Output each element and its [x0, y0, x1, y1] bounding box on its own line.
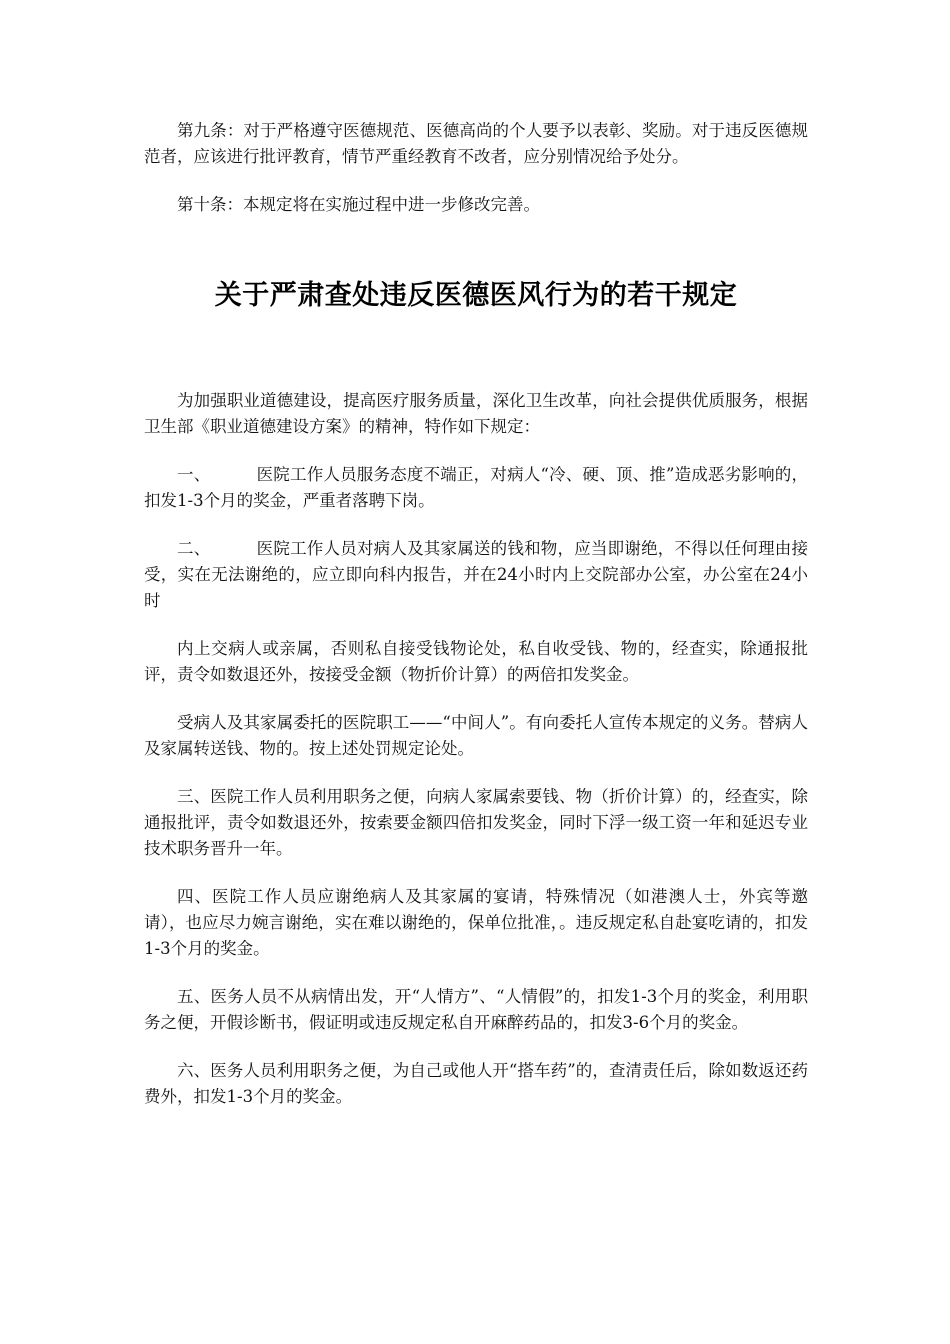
document-body: [144, 118, 808, 1132]
item-2: [144, 536, 808, 614]
item-2-middleman: 受病人及其家属委托的医院职工——“中间人”。有向委托人宣传本规定的义务。替病人及家属转送钱、物的。按上述处罚规定论处。: [144, 713, 808, 758]
item-2-continuation: 内上交病人或亲属，否则私自接受钱物论处，私自收受钱、物的，经查实，除通报批评，责令如数退还外，按接受金额（物折价计算）的两倍扣发奖金。: [144, 639, 808, 684]
document-title: 关于严肃查处违反医德医风行为的若干规定: [214, 280, 738, 311]
item-2-text: 医院工作人员对病人及其家属送的钱和物，应当即谢绝，不得以任何理由接受，实在无法谢绝的，应立即向科内报告，并在24小时内上交院部办公室，办公室在24小时: [144, 539, 809, 610]
item-2-number: 二、: [177, 539, 211, 558]
article-10: 第十条：本规定将在实施过程中进一步修改完善。: [177, 195, 540, 214]
item-1-text: 医院工作人员服务态度不端正，对病人“冷、硬、顶、推”造成恶劣影响的，扣发1-3个月的奖金，严重者落聘下岗。: [144, 465, 809, 510]
article-9: 第九条：对于严格遵守医德规范、医德高尚的个人要予以表彰、奖励。对于违反医德规范者，应该进行批评教育，情节严重经教育不改者，应分别情况给予处分。: [144, 121, 808, 166]
intro-paragraph: 为加强职业道德建设，提高医疗服务质量，深化卫生改革，向社会提供优质服务，根据卫生部《职业道德建设方案》的精神，特作如下规定：: [144, 391, 808, 436]
item-4: 四、医院工作人员应谢绝病人及其家属的宴请，特殊情况（如港澳人士，外宾等邀请），也应尽力婉言谢绝，实在难以谢绝的，保单位批准，。违反规定私自赴宴吃请的，扣发1-3个月的奖金。: [144, 887, 808, 958]
item-1: [144, 462, 808, 514]
item-1-number: 一、: [177, 465, 211, 484]
item-6: 六、医务人员利用职务之便，为自己或他人开“搭车药”的，查清责任后，除如数返还药费外，扣发1-3个月的奖金。: [144, 1061, 808, 1106]
item-5: 五、医务人员不从病情出发，开“人情方”、“人情假”的，扣发1-3个月的奖金，利用职务之便，开假诊断书，假证明或违反规定私自开麻醉药品的，扣发3-6个月的奖金。: [144, 987, 808, 1032]
item-3: 三、医院工作人员利用职务之便，向病人家属索要钱、物（折价计算）的，经查实，除通报批评，责令如数退还外，按索要金额四倍扣发奖金，同时下浮一级工资一年和延迟专业技术职务晋升一年。: [144, 787, 808, 858]
